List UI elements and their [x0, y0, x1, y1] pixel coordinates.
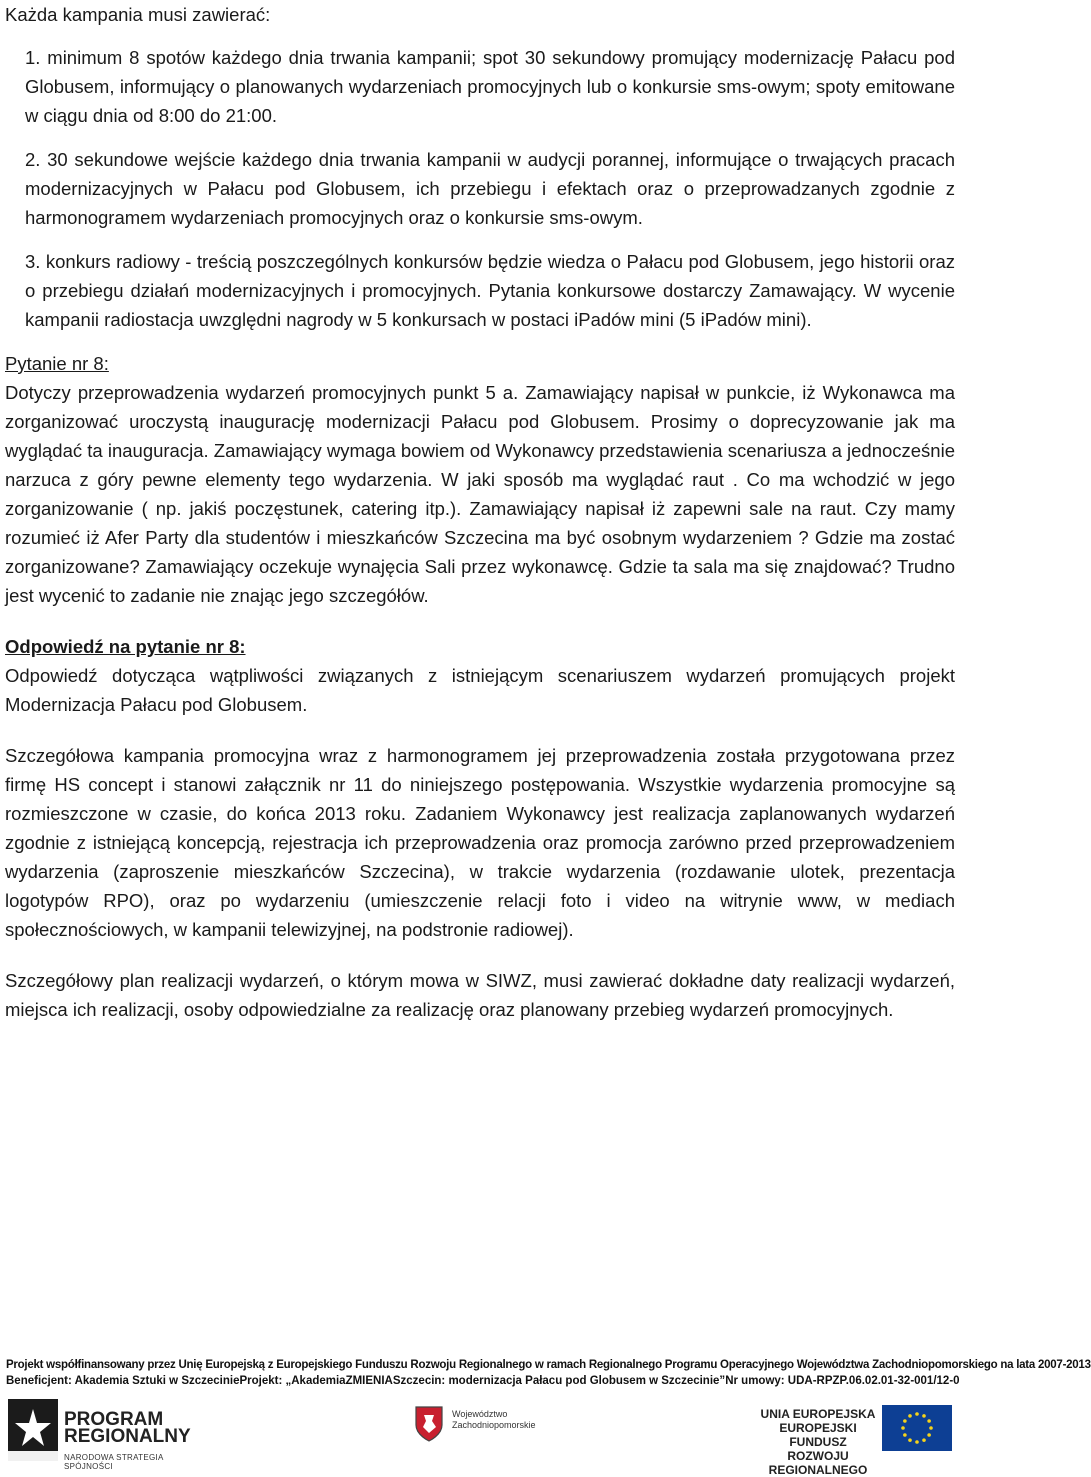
requirement-item-3: 3. konkurs radiowy - treścią poszczególnych konkursów będzie wiedza o Pałacu pod Globusem, jego historii oraz o przebiegu działań modernizacyjnych i promocyjnych. Pytania konkursowe dostarczy Zamawający. W wycenie kampanii radiostacja uwzględni nagrody w 5 konkursach w postaci iPadów mini (5 iPadów mini). [25, 251, 955, 330]
answer-paragraph-2: Szczegółowa kampania promocyjna wraz z harmonogramem jej przeprowadzenia została przygotowana przez firmę HS concept i stanowi załącznik nr 11 do niniejszego postępowania. Wszystkie wydarzenia promocyjne są rozmieszczone w czasie, do końca 2013 roku. Zadaniem Wykonawcy jest realizacja zaplanowanych wydarzeń zgodnie z istniejącą koncepcją, rejestracja ich przeprowadzenia oraz promocja zarówno przed przeprowadzeniem wydarzenia (zaproszenie mieszkańców Szczecina), w trakcie wydarzenia (rozdawanie ulotek, prezentacja logotypów RPO), oraz po wydarzeniu (umieszczenie relacji foto i video na witrynie www, w mediach społecznościowych, w kampanii telewizyjnej, na podstronie radiowej). [5, 745, 955, 940]
eu-star [908, 1414, 912, 1418]
eu-fund-line-2: EUROPEJSKI FUNDUSZ [779, 1421, 857, 1449]
question-body: Dotyczy przeprowadzenia wydarzeń promocyjnych punkt 5 a. Zamawiający napisał w punkcie, iż Wykonawca ma zorganizować uroczystą inaugurację modernizacji Pałacu pod Globusem. Prosimy o doprecyzowanie jak ma wyglądać ta inauguracja. Zamawiający wymaga bowiem od Wykonawcy przedstawienia scenariusza a jednocześnie narzuca z góry pewne elementy tego wydarzenia. W jaki sposób ma wyglądać raut . Co ma wchodzić w jego zorganizowanie ( np. jakiś poczęstunek, catering itp.). Zamawiający napisał iż zapewni sale na raut. Czy mamy rozumieć iż Afer Party dla studentów i mieszkańców Szczecina ma być osobnym wydarzeniem ? Gdzie ma zostać zorganizowane? Zamawiający oczekuje wynajęcia Sali przez wykonawcę. Gdzie ta sala ma się znajdować? Trudno jest wycenić to zadanie nie znając jego szczegółów. [5, 382, 955, 606]
eu-fund-name [758, 1407, 878, 1477]
question-heading: Pytanie nr 8: [5, 353, 109, 374]
eu-fund-logo [758, 1405, 958, 1477]
answer-paragraph-3: Szczegółowy plan realizacji wydarzeń, o którym mowa w SIWZ, musi zawierać dokładne daty realizacji wydarzeń, miejsca ich realizacji, osoby odpowiedzialne za realizację oraz planowany przebieg wydarzeń promocyjnych. [5, 970, 955, 1020]
logos-bar [0, 1395, 960, 1477]
program-name [64, 1411, 191, 1445]
eu-fund-line-3: ROZWOJU REGIONALNEGO [768, 1449, 868, 1477]
program-subtitle: NARODOWA STRATEGIA SPÓJNOŚCI [64, 1453, 164, 1471]
answer-heading: Odpowiedź na pytanie nr 8: [5, 636, 246, 657]
eu-star [915, 1440, 919, 1444]
program-name-line-2: REGIONALNY [64, 1426, 191, 1447]
document-body [5, 0, 955, 1024]
eu-star [922, 1438, 926, 1442]
requirement-item-1: 1. minimum 8 spotów każdego dnia trwania kampanii; spot 30 sekundowy promujący modernizację Pałacu pod Globusem, informujący o planowanych wydarzeniach promocyjnych lub o konkursie sms-owym; spoty emitowane w ciągu dnia od 8:00 do 21:00. [25, 47, 955, 126]
wojewodztwo-name [452, 1409, 536, 1431]
eu-star [927, 1433, 931, 1437]
griffin-shield-icon [414, 1405, 444, 1443]
answer-paragraph-1: Odpowiedź dotycząca wątpliwości związanych z istniejącym scenariuszem wydarzeń promujących projekt Modernizacja Pałacu pod Globusem. [5, 665, 955, 715]
eu-star [922, 1414, 926, 1418]
project-info-line [6, 1373, 960, 1389]
eu-fund-line-1: UNIA EUROPEJSKA [760, 1407, 876, 1421]
eu-star [908, 1438, 912, 1442]
eu-project-footer [0, 1355, 1091, 1477]
project-title-text: Projekt: „AkademiaZMIENIASzczecin: modernizacja Pałacu pod Globusem w Szczecinie” [239, 1375, 726, 1387]
requirement-item-2: 2. 30 sekundowe wejście każdego dnia trwania kampanii w audycji porannej, informujące o trwających pracach modernizacyjnych w Pałacu pod Globusem, ich przebiegu i efektach oraz o przeprowadzanych zgodnie z harmonogramem wydarzeniach promocyjnych oraz o konkursie sms-owym. [25, 149, 955, 228]
program-name-line-1: PROGRAM [64, 1409, 164, 1430]
beneficiary-text: Beneficjent: Akademia Sztuki w Szczecinie [6, 1375, 240, 1387]
program-star-icon [8, 1399, 58, 1461]
eu-star [929, 1426, 933, 1430]
wojewodztwo-logo [414, 1405, 584, 1445]
eu-star [903, 1433, 907, 1437]
intro-text: Każda kampania musi zawierać: [5, 4, 271, 25]
contract-number-text: Nr umowy: UDA-RPZP.06.02.01-32-001/12-0 [725, 1375, 960, 1387]
eu-star [915, 1412, 919, 1416]
eu-star [927, 1419, 931, 1423]
wojewodztwo-line-2: Zachodniopomorskie [452, 1420, 536, 1430]
eu-star [903, 1419, 907, 1423]
cofinancing-note: Projekt współfinansowany przez Unię Europejską z Europejskiego Funduszu Rozwoju Regionalnego w ramach Regionalnego Programu Operacyjnego Województwa Zachodniopomorskiego na lata 2007-2013 [6, 1359, 1091, 1371]
eu-flag-icon [882, 1405, 952, 1451]
eu-star [901, 1426, 905, 1430]
program-regionalny-logo [8, 1399, 208, 1471]
wojewodztwo-line-1: Województwo [452, 1409, 508, 1419]
